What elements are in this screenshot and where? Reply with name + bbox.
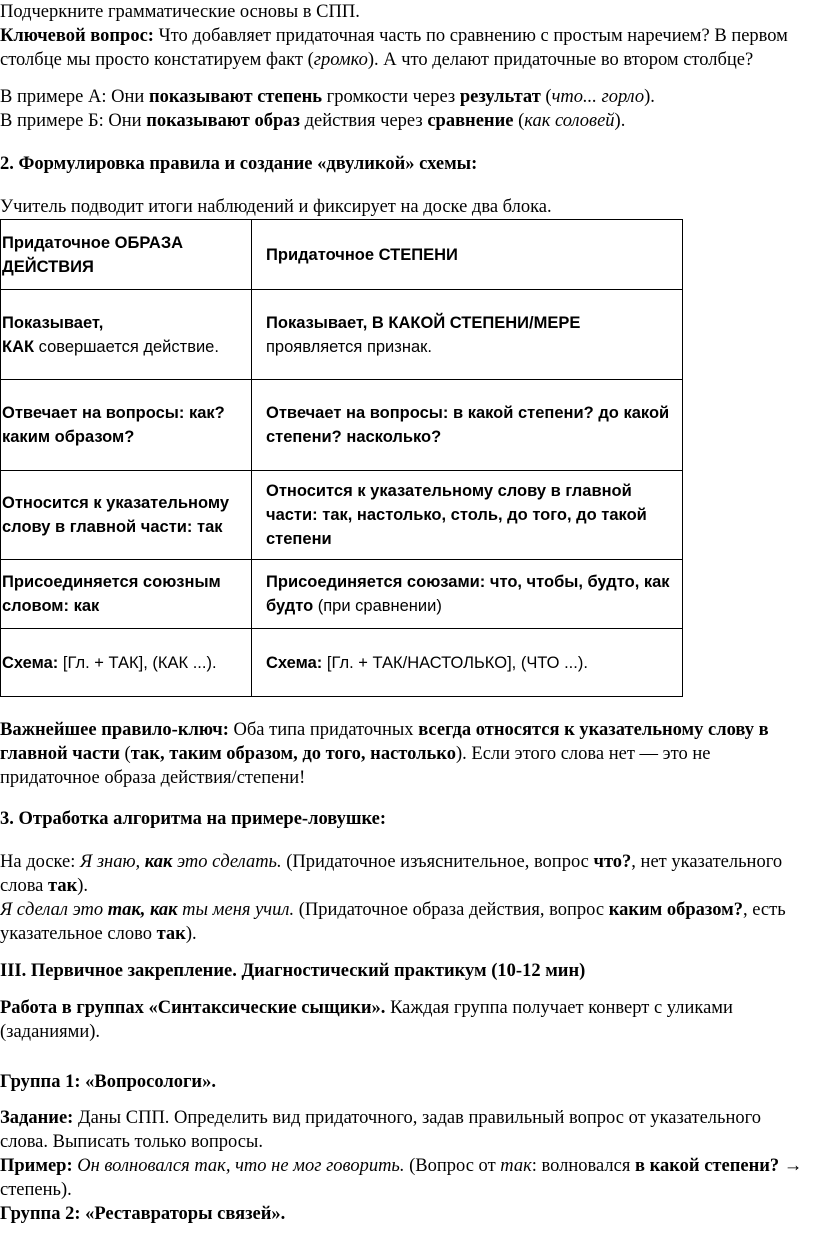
- group-2-title: Группа 2: «Реставраторы связей».: [0, 1204, 286, 1224]
- group-work-line: Работа в группах «Синтаксические сыщики». Каждая группа получает конверт с уликами (заданиями).: [0, 998, 733, 1042]
- table-row: [1, 629, 683, 697]
- table-row: [1, 560, 683, 629]
- table-row: [1, 380, 683, 471]
- key-question-text: Что добавляет придаточная часть по сравнению с простым наречием? В первом столбце мы просто констатируем факт (: [0, 26, 788, 70]
- example-b-line: В примере Б: Они показывают образ действия через сравнение (как соловей).: [0, 111, 626, 131]
- section-2-heading: 2. Формулировка правила и создание «двуликой» схемы:: [0, 154, 478, 174]
- table-row: [1, 290, 683, 380]
- trap-example-1: На доске: Я знаю, как это сделать. (Придаточное изъяснительное, вопрос что?, нет указательного слова так).: [0, 852, 783, 896]
- cell-join-degree: Присоединяется союзами: что, чтобы, будто, как будто (при сравнении): [252, 560, 683, 629]
- example-a-line: В примере А: Они показывают степень громкости через результат (что... горло).: [0, 87, 655, 107]
- cell-pointer-manner: Относится к указательному слову в главной части: так: [1, 471, 252, 560]
- table-row: [1, 471, 683, 560]
- key-question-tail: ). А что делают придаточные во втором столбце?: [367, 50, 754, 70]
- header-manner: Придаточное ОБРАЗА ДЕЙСТВИЯ: [1, 220, 252, 290]
- key-question-word: громко: [313, 50, 368, 70]
- group-1-title: Группа 1: «Вопросологи».: [0, 1072, 216, 1092]
- key-rule: Важнейшее правило-ключ: Оба типа придаточных всегда относятся к указательному слову в главной части (так, таким образом, до того, настолько). Если этого слова нет — это не придаточное образа действия/степени!: [0, 720, 769, 788]
- cell-pointer-degree: Относится к указательному слову в главной части: так, настолько, столь, до того, до такой степени: [252, 471, 683, 560]
- group-1-task: Задание: Даны СПП. Определить вид придаточного, задав правильный вопрос от указательного слова. Выписать только вопросы.: [0, 1108, 761, 1152]
- table-row: [1, 220, 683, 290]
- cell-questions-degree: Отвечает на вопросы: в какой степени? до какой степени? насколько?: [252, 380, 683, 471]
- rules-table: [0, 219, 683, 697]
- trap-example-2: Я сделал это так, как ты меня учил. (Придаточное образа действия, вопрос каким образом?, есть указательное слово так).: [0, 900, 786, 944]
- group-1-example: Пример: Он волновался так, что не мог говорить. (Вопрос от так: волновался в какой степени? → степень).: [0, 1156, 803, 1200]
- cell-scheme-manner: Схема: [Гл. + ТАК], (КАК ...).: [1, 629, 252, 697]
- instruction-line: Подчеркните грамматические основы в СПП.: [0, 2, 360, 22]
- header-degree: Придаточное СТЕПЕНИ: [252, 220, 683, 290]
- cell-shows-manner: Показывает, КАК совершается действие.: [1, 290, 252, 380]
- section-2-lead: Учитель подводит итоги наблюдений и фиксирует на доске два блока.: [0, 197, 552, 217]
- key-question-label: Ключевой вопрос:: [0, 26, 154, 46]
- key-question: [0, 24, 812, 72]
- section-3-heading: 3. Отработка алгоритма на примере-ловушке:: [0, 809, 387, 829]
- section-4-heading: III. Первичное закрепление. Диагностический практикум (10-12 мин): [0, 961, 586, 981]
- cell-join-manner: Присоединяется союзным словом: как: [1, 560, 252, 629]
- cell-questions-manner: Отвечает на вопросы: как? каким образом?: [1, 380, 252, 471]
- cell-scheme-degree: Схема: [Гл. + ТАК/НАСТОЛЬКО], (ЧТО ...).: [252, 629, 683, 697]
- cell-shows-degree: Показывает, В КАКОЙ СТЕПЕНИ/МЕРЕ проявляется признак.: [252, 290, 683, 380]
